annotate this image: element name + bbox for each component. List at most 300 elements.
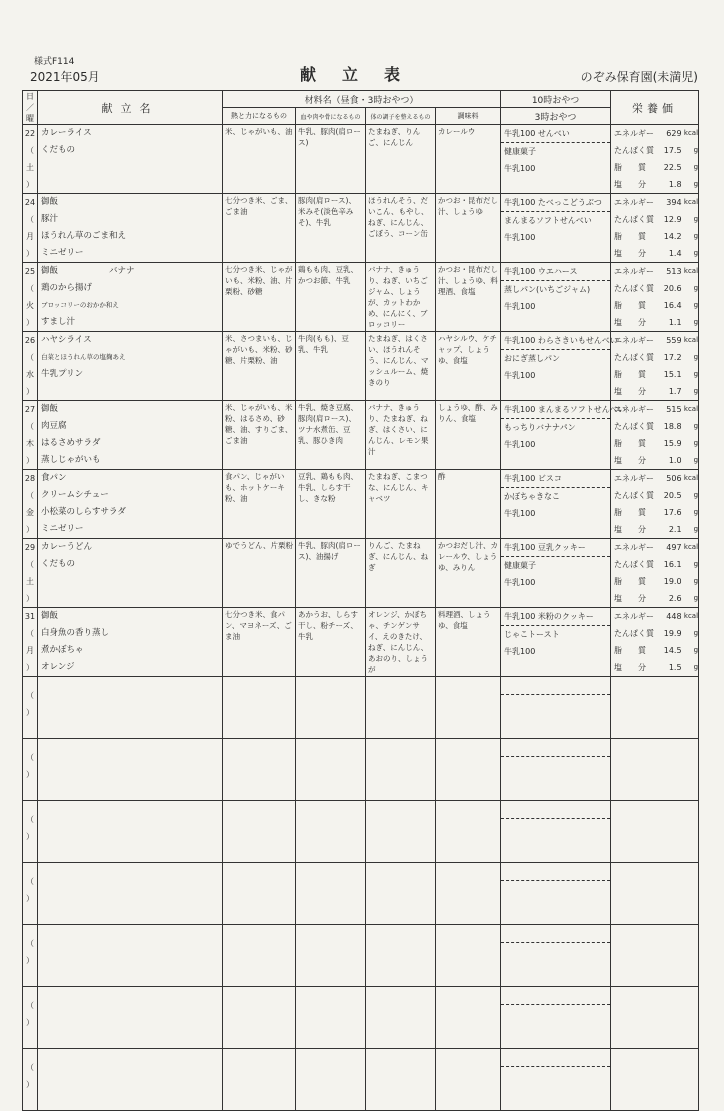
dish-name: ブロッコリーのおかか和え xyxy=(41,301,119,309)
nutrient-row xyxy=(611,659,698,676)
empty-cell xyxy=(223,801,296,863)
nutrient-value: 497 xyxy=(666,543,682,552)
dish-name: 鶏のから揚げ xyxy=(41,283,93,293)
empty-cell xyxy=(223,1049,296,1111)
ingredient-energy: 食パン、じゃがいも、ホットケーキ粉、油 xyxy=(223,470,296,539)
blank-row xyxy=(23,925,699,987)
ingredient-cond: たまねぎ、りんご、にんじん xyxy=(366,125,436,194)
empty-cell xyxy=(611,863,699,925)
nutrient-row xyxy=(611,625,698,642)
dish-name: ミニゼリー xyxy=(41,524,84,534)
snack-item: おにぎ蒸しパン xyxy=(504,354,561,363)
blank-row xyxy=(23,801,699,863)
nutrient-unit: g xyxy=(693,353,699,361)
paren-close: ） xyxy=(26,525,34,534)
empty-cell xyxy=(366,987,436,1049)
nutrient-label: たんぱく質 xyxy=(614,560,655,569)
nutrient-value: 22.5 xyxy=(663,163,682,172)
dish-cell xyxy=(38,401,223,470)
snack-cell xyxy=(501,125,611,194)
nutrient-unit: kcal xyxy=(683,405,699,413)
nutrient-value: 14.2 xyxy=(663,232,682,241)
nutrient-row xyxy=(611,573,698,590)
col-nutrition: 栄養価 xyxy=(611,91,699,125)
nutrient-label: たんぱく質 xyxy=(614,215,655,224)
nutrient-unit: g xyxy=(693,525,699,533)
dish-name: カレーライス xyxy=(41,128,92,138)
empty-cell xyxy=(611,925,699,987)
nutrient-row xyxy=(611,176,698,193)
dish-name: くだもの xyxy=(41,145,76,155)
nutrient-unit: g xyxy=(693,491,699,499)
snack-item: 牛乳100 ビスコ xyxy=(501,470,610,488)
nutrient-label: 塩 分 xyxy=(614,525,647,534)
weekday: 火 xyxy=(26,301,34,310)
snack-item: 牛乳100 xyxy=(504,371,536,380)
nutrient-label: 塩 分 xyxy=(614,663,647,672)
date-cell xyxy=(23,987,38,1049)
form-number: 様式F114 xyxy=(34,57,75,67)
date-cell xyxy=(23,925,38,987)
nutrient-label: エネルギー xyxy=(614,129,655,138)
nutrient-row xyxy=(611,539,698,556)
nutrient-unit: kcal xyxy=(683,267,699,275)
empty-cell xyxy=(296,739,366,801)
weekday: 土 xyxy=(26,577,34,586)
nutrient-row xyxy=(611,125,698,142)
nutrient-row xyxy=(611,280,698,297)
paren-open: （ xyxy=(26,560,34,569)
empty-cell xyxy=(38,925,223,987)
empty-cell xyxy=(611,739,699,801)
snack-item: 牛乳100 豆乳クッキー xyxy=(501,539,610,557)
nutrient-value: 1.5 xyxy=(668,663,682,672)
nutrient-label: エネルギー xyxy=(614,336,655,345)
nutrient-value: 1.4 xyxy=(668,249,682,258)
nutrient-row xyxy=(611,211,698,228)
ingredient-energy: 七分つき米、ごま、ごま油 xyxy=(223,194,296,263)
snack-item: かぼちゃきなこ xyxy=(504,492,561,501)
ingredient-season: カレールウ xyxy=(436,125,501,194)
dish-name: 牛乳プリン xyxy=(41,369,84,379)
nutrient-row xyxy=(611,194,698,211)
menu-month: 2021年05月 xyxy=(30,70,100,84)
empty-cell xyxy=(366,863,436,925)
empty-cell xyxy=(38,677,223,739)
nutrient-value: 2.6 xyxy=(668,594,682,603)
menu-row xyxy=(23,263,699,332)
menu-row xyxy=(23,608,699,677)
nutrient-unit: g xyxy=(693,594,699,602)
snack-cell xyxy=(501,739,611,801)
menu-row xyxy=(23,125,699,194)
empty-cell xyxy=(38,987,223,1049)
paren-open: （ xyxy=(26,353,34,362)
dish-cell xyxy=(38,263,223,332)
empty-cell xyxy=(611,987,699,1049)
day-number: 25 xyxy=(24,267,36,276)
nutrient-unit: kcal xyxy=(683,474,699,482)
date-cell xyxy=(23,332,38,401)
nutrient-row xyxy=(611,245,698,262)
snack-item: 牛乳100 xyxy=(504,440,536,449)
empty-cell xyxy=(436,987,501,1049)
blank-row xyxy=(23,739,699,801)
nutrient-label: 脂 質 xyxy=(614,577,647,586)
empty-cell xyxy=(611,1049,699,1111)
nutrient-row xyxy=(611,401,698,418)
dish-name: クリームシチュー xyxy=(41,490,109,500)
empty-cell xyxy=(38,1049,223,1111)
snack-divider xyxy=(501,1049,610,1067)
date-cell xyxy=(23,801,38,863)
nutrient-unit: kcal xyxy=(683,543,699,551)
nutrient-unit: g xyxy=(693,284,699,292)
ingredient-cond: オレンジ、かぼちゃ、チンゲンサイ、えのきたけ、ねぎ、にんじん、あおのり、しょうが xyxy=(366,608,436,677)
day-number: 29 xyxy=(24,543,36,552)
nutrient-value: 16.4 xyxy=(663,301,682,310)
ingredient-cond: りんご、たまねぎ、にんじん、ねぎ xyxy=(366,539,436,608)
nutrition-cell xyxy=(611,125,699,194)
empty-cell xyxy=(296,863,366,925)
col-snack-am: 10時おやつ xyxy=(501,91,611,108)
nutrient-value: 14.5 xyxy=(663,646,682,655)
nutrient-label: エネルギー xyxy=(614,612,655,621)
nutrient-row xyxy=(611,297,698,314)
ingredient-cond: バナナ、きゅうり、たまねぎ、ねぎ、はくさい、にんじん、レモン果汁 xyxy=(366,401,436,470)
nutrient-unit: g xyxy=(693,249,699,257)
nutrient-unit: g xyxy=(693,508,699,516)
nutrient-value: 513 xyxy=(666,267,682,276)
empty-cell xyxy=(436,1049,501,1111)
nutrient-unit: g xyxy=(693,215,699,223)
nutrient-row xyxy=(611,332,698,349)
nutrition-cell xyxy=(611,401,699,470)
paren-open: （ xyxy=(26,284,34,293)
snack-item: まんまるソフトせんべい xyxy=(504,216,592,225)
empty-cell xyxy=(366,925,436,987)
dish-name: カレーうどん xyxy=(41,542,93,552)
snack-divider xyxy=(501,677,610,695)
paren-open: （ xyxy=(26,491,34,500)
menu-row xyxy=(23,401,699,470)
nutrient-unit: g xyxy=(693,646,699,654)
nutrient-unit: g xyxy=(693,163,699,171)
date-cell xyxy=(23,1049,38,1111)
day-number: 31 xyxy=(24,612,36,621)
day-number: 28 xyxy=(24,474,36,483)
paren-close: ） xyxy=(26,1018,34,1027)
paren-close: ） xyxy=(26,456,34,465)
nutrient-row xyxy=(611,263,698,280)
dish-name: 白身魚の香り蒸し xyxy=(41,628,110,638)
nutrient-row xyxy=(611,383,698,400)
nutrient-row xyxy=(611,349,698,366)
snack-cell xyxy=(501,263,611,332)
snack-cell xyxy=(501,677,611,739)
nutrient-row xyxy=(611,590,698,607)
nutrient-row xyxy=(611,642,698,659)
nutrient-row xyxy=(611,608,698,625)
weekday: 月 xyxy=(26,646,34,655)
nutrient-value: 559 xyxy=(666,336,682,345)
snack-item: じゃこトースト xyxy=(504,630,560,639)
paren-open: （ xyxy=(26,691,34,700)
col-menu: 献立名 xyxy=(38,91,223,125)
nutrient-label: 脂 質 xyxy=(614,646,647,655)
snack-item: 牛乳100 ウエハース xyxy=(501,263,610,281)
paren-close: ） xyxy=(26,387,34,396)
menu-row xyxy=(23,470,699,539)
weekday: 水 xyxy=(26,370,34,379)
paren-open: （ xyxy=(26,815,34,824)
weekday: 木 xyxy=(26,439,34,448)
nutrient-value: 19.0 xyxy=(663,577,682,586)
nutrient-row xyxy=(611,366,698,383)
snack-item: 牛乳100 せんべい xyxy=(501,125,610,143)
empty-cell xyxy=(436,801,501,863)
dish-name: 御飯 xyxy=(41,611,59,621)
paren-close: ） xyxy=(26,956,34,965)
col-body: 血や肉や骨になるもの xyxy=(296,108,366,125)
paren-open: （ xyxy=(26,629,34,638)
dish-cell xyxy=(38,194,223,263)
nutrient-label: エネルギー xyxy=(614,198,655,207)
nutrient-value: 2.1 xyxy=(668,525,682,534)
nutrient-value: 629 xyxy=(666,129,682,138)
empty-cell xyxy=(38,801,223,863)
blank-row xyxy=(23,987,699,1049)
snack-item: 健康菓子 xyxy=(504,561,537,570)
empty-cell xyxy=(296,1049,366,1111)
snack-divider xyxy=(501,987,610,1005)
snack-item: 牛乳100 xyxy=(504,647,536,656)
dish-name: 豚汁 xyxy=(41,214,59,224)
nutrient-label: 塩 分 xyxy=(614,180,647,189)
nutrition-cell xyxy=(611,263,699,332)
date-cell xyxy=(23,739,38,801)
ingredient-body: 牛乳、焼き豆腐、豚肉(肩ロース)、ツナ水煮缶、豆乳、豚ひき肉 xyxy=(296,401,366,470)
nutrient-unit: kcal xyxy=(683,336,699,344)
date-cell xyxy=(23,539,38,608)
nutrient-label: 塩 分 xyxy=(614,387,647,396)
paren-open: （ xyxy=(26,753,34,762)
nutrient-label: 塩 分 xyxy=(614,456,647,465)
nutrient-unit: g xyxy=(693,232,699,240)
nutrient-label: エネルギー xyxy=(614,267,655,276)
empty-cell xyxy=(436,925,501,987)
dish-name: 肉豆腐 xyxy=(41,421,67,431)
snack-divider xyxy=(501,925,610,943)
snack-cell xyxy=(501,608,611,677)
nutrient-value: 394 xyxy=(666,198,682,207)
dish-name: 煮かぼちゃ xyxy=(41,645,84,655)
nutrient-row xyxy=(611,521,698,538)
nutrient-label: 塩 分 xyxy=(614,318,647,327)
ingredient-season: ハヤシルウ、ケチャップ、しょうゆ、食塩 xyxy=(436,332,501,401)
snack-item: もっちりバナナパン xyxy=(504,423,576,432)
blank-row xyxy=(23,1049,699,1111)
dish-name: ミニゼリー xyxy=(41,248,84,258)
nutrient-label: 脂 質 xyxy=(614,508,647,517)
snack-cell xyxy=(501,332,618,401)
ingredient-body: 牛乳、豚肉(肩ロース) xyxy=(296,125,366,194)
empty-cell xyxy=(366,677,436,739)
nutrient-label: 脂 質 xyxy=(614,439,647,448)
nutrition-cell xyxy=(611,608,699,677)
day-number: 24 xyxy=(24,198,36,207)
nutrient-row xyxy=(611,418,698,435)
snack-item: 牛乳100 xyxy=(504,302,536,311)
paren-open: （ xyxy=(26,877,34,886)
snack-cell xyxy=(501,470,611,539)
ingredient-season: かつお・昆布だし汁、しょうゆ xyxy=(436,194,501,263)
snack-cell xyxy=(501,801,611,863)
ingredient-cond: バナナ、きゅうり、ねぎ、いちごジャム、しょうが、カットわかめ、にんにく、ブロッコリー xyxy=(366,263,436,332)
date-cell xyxy=(23,608,38,677)
nutrient-row xyxy=(611,314,698,331)
nutrient-value: 19.9 xyxy=(663,629,682,638)
nutrient-value: 1.0 xyxy=(668,456,682,465)
nutrient-label: たんぱく質 xyxy=(614,146,655,155)
school-name: のぞみ保育園(未満児) xyxy=(580,70,698,84)
paren-close: ） xyxy=(26,770,34,779)
paren-close: ） xyxy=(26,708,34,717)
nutrient-unit: g xyxy=(693,577,699,585)
nutrient-unit: g xyxy=(693,318,699,326)
snack-divider xyxy=(501,863,610,881)
empty-cell xyxy=(296,801,366,863)
nutrition-cell xyxy=(611,539,699,608)
snack-divider xyxy=(501,801,610,819)
nutrient-row xyxy=(611,470,698,487)
menu-row xyxy=(23,194,699,263)
nutrient-row xyxy=(611,556,698,573)
ingredient-season: かつお・昆布だし汁、しょうゆ、料理酒、食塩 xyxy=(436,263,501,332)
empty-cell xyxy=(296,987,366,1049)
paren-open: （ xyxy=(26,1001,34,1010)
nutrient-value: 1.7 xyxy=(668,387,682,396)
weekday: 金 xyxy=(26,508,34,517)
nutrient-unit: g xyxy=(693,456,699,464)
ingredient-energy: 米、じゃがいも、米粉、はるさめ、砂糖、油、すりごま、ごま油 xyxy=(223,401,296,470)
col-energy: 熱と力になるもの xyxy=(223,108,296,125)
nutrient-value: 16.1 xyxy=(663,560,682,569)
empty-cell xyxy=(366,739,436,801)
ingredient-season: かつおだし汁、カレールウ、しょうゆ、みりん xyxy=(436,539,501,608)
ingredient-energy: ゆでうどん、片栗粉 xyxy=(223,539,296,608)
dish-name: ほうれん草のごま和え xyxy=(41,231,127,241)
nutrient-value: 17.5 xyxy=(663,146,682,155)
day-number: 22 xyxy=(24,129,36,138)
nutrient-label: 塩 分 xyxy=(614,594,647,603)
date-cell xyxy=(23,263,38,332)
nutrient-value: 15.9 xyxy=(663,439,682,448)
ingredient-body: 豆乳、鶏もも肉、牛乳、しらす干し、きな粉 xyxy=(296,470,366,539)
empty-cell xyxy=(223,677,296,739)
dish-cell xyxy=(38,608,223,677)
nutrition-cell xyxy=(611,194,699,263)
nutrient-label: 脂 質 xyxy=(614,301,647,310)
nutrient-value: 18.8 xyxy=(663,422,682,431)
nutrient-value: 15.1 xyxy=(663,370,682,379)
dish-cell xyxy=(38,539,223,608)
paren-open: （ xyxy=(26,939,34,948)
nutrient-label: 脂 質 xyxy=(614,163,647,172)
empty-cell xyxy=(436,739,501,801)
ingredient-body: 牛乳、豚肉(肩ロース)、油揚げ xyxy=(296,539,366,608)
dish-name: 小松菜のしらすサラダ xyxy=(41,507,126,517)
nutrition-cell xyxy=(611,332,699,401)
ingredient-body: 鶏もも肉、豆乳、かつお節、牛乳 xyxy=(296,263,366,332)
paren-close: ） xyxy=(26,1080,34,1089)
nutrient-unit: g xyxy=(693,560,699,568)
nutrition-cell xyxy=(611,470,699,539)
ingredient-energy: 七分つき米、じゃがいも、米粉、油、片栗粉、砂糖 xyxy=(223,263,296,332)
ingredient-season: 料理酒、しょうゆ、食塩 xyxy=(436,608,501,677)
paren-open: （ xyxy=(26,1063,34,1072)
nutrient-value: 1.1 xyxy=(668,318,682,327)
page-title: 献立表 xyxy=(300,65,427,84)
nutrient-label: たんぱく質 xyxy=(614,353,655,362)
nutrient-unit: g xyxy=(693,629,699,637)
paren-close: ） xyxy=(26,894,34,903)
nutrient-label: 脂 質 xyxy=(614,370,647,379)
paren-close: ） xyxy=(26,663,34,672)
empty-cell xyxy=(223,863,296,925)
dish-cell xyxy=(38,470,223,539)
paren-open: （ xyxy=(26,146,34,155)
snack-divider xyxy=(501,739,610,757)
paren-open: （ xyxy=(26,422,34,431)
ingredient-energy: 米、じゃがいも、油 xyxy=(223,125,296,194)
date-cell xyxy=(23,470,38,539)
day-number: 27 xyxy=(24,405,36,414)
snack-item: 牛乳100 まんまるソフトせんべい xyxy=(501,401,610,419)
snack-cell xyxy=(501,401,626,470)
empty-cell xyxy=(436,863,501,925)
nutrient-value: 506 xyxy=(666,474,682,483)
day-number: 26 xyxy=(24,336,36,345)
nutrient-label: たんぱく質 xyxy=(614,422,655,431)
dish-cell xyxy=(38,332,223,401)
paren-close: ） xyxy=(26,249,34,258)
paren-open: （ xyxy=(26,215,34,224)
nutrient-label: たんぱく質 xyxy=(614,629,655,638)
snack-cell xyxy=(501,925,611,987)
nutrient-row xyxy=(611,159,698,176)
nutrient-unit: g xyxy=(693,387,699,395)
nutrient-value: 17.6 xyxy=(663,508,682,517)
date-cell xyxy=(23,863,38,925)
menu-row xyxy=(23,539,699,608)
nutrient-unit: kcal xyxy=(683,198,699,206)
nutrient-unit: g xyxy=(693,370,699,378)
nutrient-row xyxy=(611,435,698,452)
nutrient-unit: kcal xyxy=(683,612,699,620)
nutrient-label: たんぱく質 xyxy=(614,491,655,500)
paren-close: ） xyxy=(26,594,34,603)
nutrient-unit: g xyxy=(693,301,699,309)
col-date: 日／曜 xyxy=(23,91,38,125)
dish-name: はるさめサラダ xyxy=(41,438,101,448)
nutrient-unit: g xyxy=(693,180,699,188)
ingredient-cond: たまねぎ、はくさい、ほうれんそう、にんじん、マッシュルーム、焼きのり xyxy=(366,332,436,401)
snack-item: 牛乳100 xyxy=(504,164,536,173)
nutrient-value: 515 xyxy=(666,405,682,414)
nutrient-unit: g xyxy=(693,663,699,671)
ingredient-energy: 七分つき米、食パン、マヨネーズ、ごま油 xyxy=(223,608,296,677)
